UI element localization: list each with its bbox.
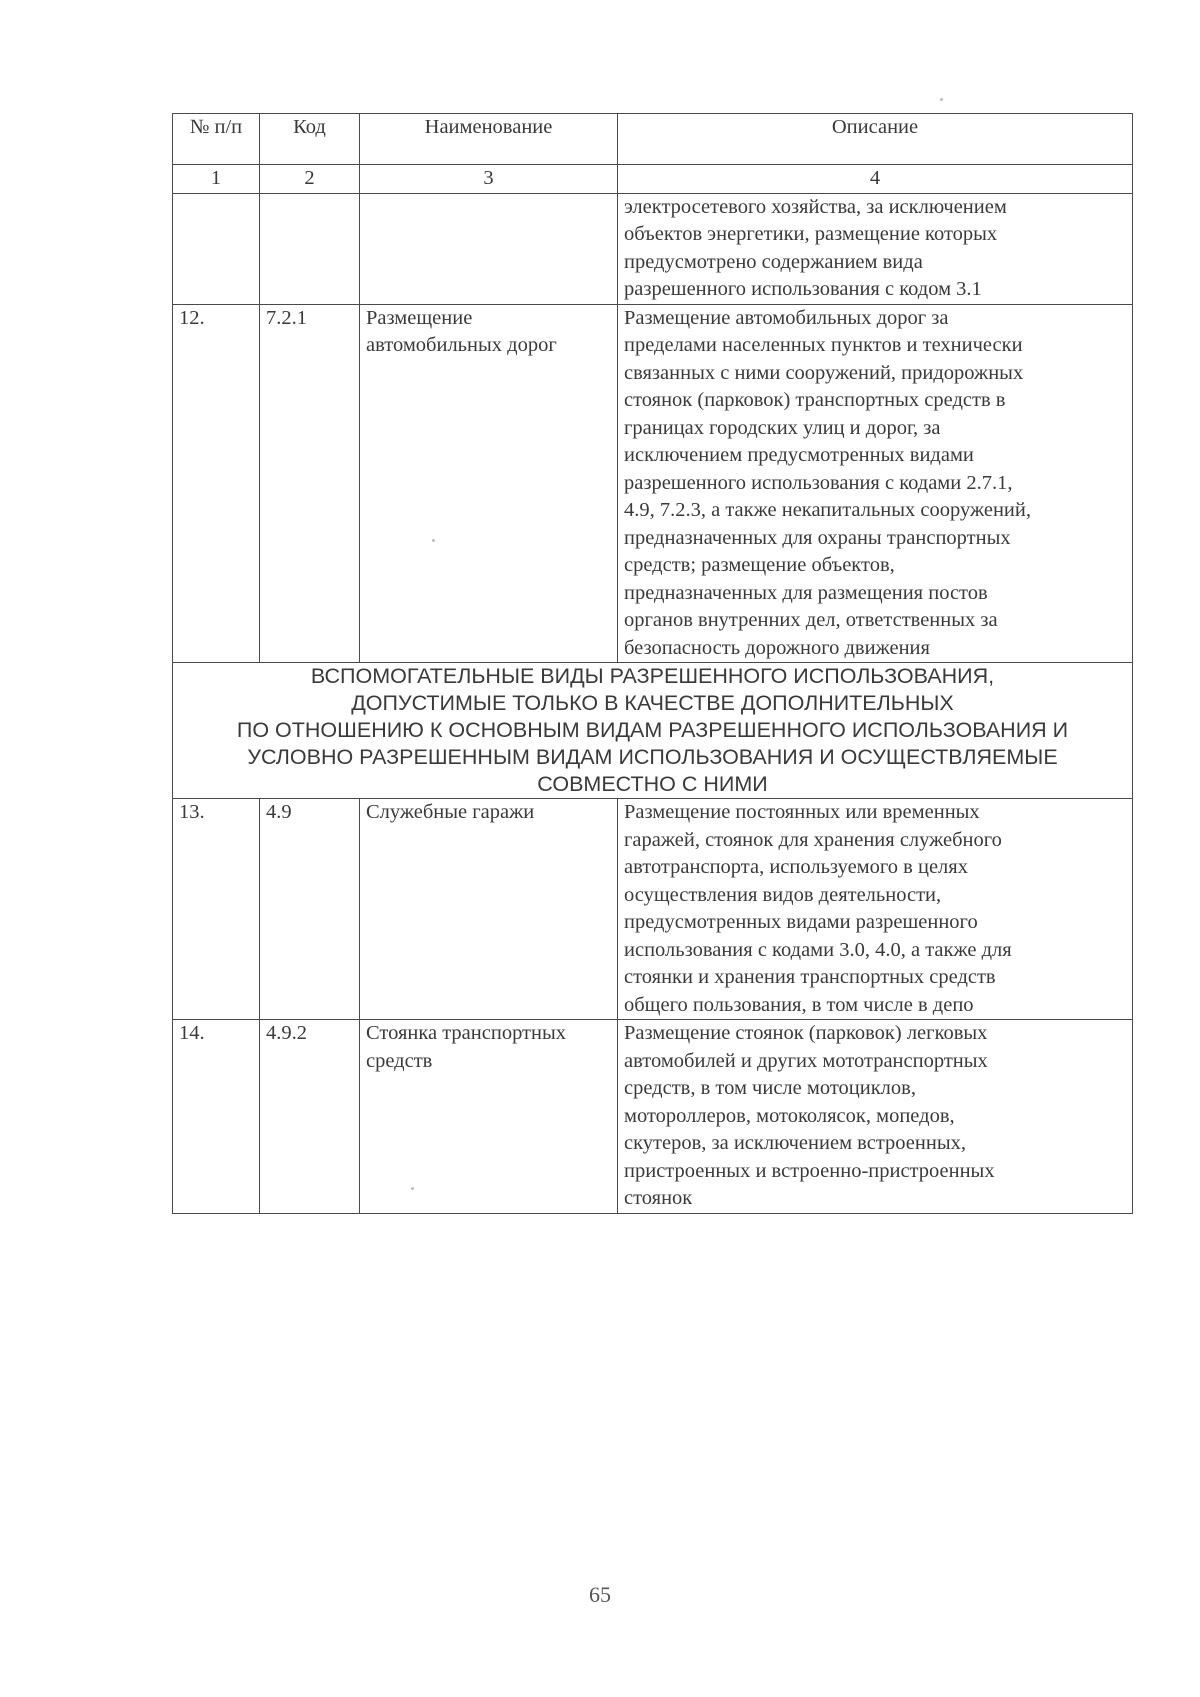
- description-line: осуществления видов деятельности,: [624, 883, 942, 906]
- row-name: [360, 193, 618, 304]
- description-line: средств; размещение объектов,: [624, 554, 895, 576]
- section-heading-line: СОВМЕСТНО С НИМИ: [537, 772, 768, 796]
- section-heading-line: УСЛОВНО РАЗРЕШЕННЫМ ВИДАМ ИСПОЛЬЗОВАНИЯ И ОСУЩЕСТВЛЯЕМЫЕ: [247, 745, 1058, 769]
- column-number: 3: [360, 165, 618, 194]
- column-number: 1: [173, 165, 260, 194]
- description-line: 4.9, 7.2.3, а также некапитальных сооружений,: [624, 499, 1031, 521]
- section-heading-line: ПО ОТНОШЕНИЮ К ОСНОВНЫМ ВИДАМ РАЗРЕШЕННОГО ИСПОЛЬЗОВАНИЯ И: [236, 718, 1069, 742]
- header-description: Описание: [618, 114, 1133, 165]
- column-number: 4: [618, 165, 1133, 194]
- row-num: 12.: [173, 304, 260, 663]
- description-line: Размещение автомобильных дорог за: [624, 306, 949, 329]
- table-row-13: [173, 799, 1133, 1020]
- row-code: 4.9: [260, 799, 360, 1020]
- header-num: № п/п: [173, 114, 260, 165]
- description-line: гаражей, стоянок для хранения служебного: [624, 828, 1002, 851]
- table-row-12: [173, 304, 1133, 663]
- description-line: связанных с ними сооружений, придорожных: [624, 361, 1024, 384]
- description-line: предназначенных для охраны транспортных: [624, 526, 1011, 549]
- scan-speck: [940, 98, 943, 101]
- description-line: разрешенного использования с кодами 2.7.1,: [624, 471, 1013, 494]
- row-code: [260, 193, 360, 304]
- row-name: Размещение автомобильных дорог: [360, 304, 618, 663]
- row-code: 7.2.1: [260, 304, 360, 663]
- column-number: 2: [260, 165, 360, 194]
- row-description: [618, 1020, 1133, 1214]
- section-heading-row: [173, 663, 1133, 799]
- section-heading: [173, 663, 1133, 799]
- description-line: электросетевого хозяйства, за исключением: [624, 195, 1007, 218]
- section-heading-line: ВСПОМОГАТЕЛЬНЫЕ ВИДЫ РАЗРЕШЕННОГО ИСПОЛЬЗОВАНИЯ,: [310, 664, 995, 688]
- description-line: предусмотренных видами разрешенного: [624, 911, 978, 933]
- section-heading-line: ДОПУСТИМЫЕ ТОЛЬКО В КАЧЕСТВЕ ДОПОЛНИТЕЛЬНЫХ: [351, 691, 954, 715]
- header-code: Код: [260, 114, 360, 165]
- row-code: 4.9.2: [260, 1020, 360, 1214]
- row-name: Служебные гаражи: [360, 799, 618, 1020]
- description-line: исключением предусмотренных видами: [624, 444, 974, 466]
- description-line: средств, в том числе мотоциклов,: [624, 1077, 916, 1099]
- description-line: Размещение постоянных или временных: [624, 801, 980, 823]
- description-line: пределами населенных пунктов и технически: [624, 334, 1023, 356]
- description-line: мотороллеров, мотоколясок, мопедов,: [624, 1104, 955, 1127]
- row-num: 14.: [173, 1020, 260, 1214]
- row-num: 13.: [173, 799, 260, 1020]
- description-line: автотранспорта, используемого в целях: [624, 856, 968, 878]
- row-description: [618, 193, 1133, 304]
- description-line: органов внутренних дел, ответственных за: [624, 609, 998, 631]
- description-line: стоянки и хранения транспортных средств: [624, 966, 996, 988]
- row-description: [618, 304, 1133, 663]
- table-row-14: [173, 1020, 1133, 1214]
- description-line: Размещение стоянок (парковок) легковых: [624, 1022, 988, 1044]
- description-line: общего пользования, в том числе в депо: [624, 993, 974, 1016]
- description-line: пристроенных и встроенно-пристроенных: [624, 1159, 995, 1182]
- row-description: [618, 799, 1133, 1020]
- page-number: 65: [589, 1582, 611, 1607]
- description-line: стоянок (парковок) транспортных средств в: [624, 389, 1006, 411]
- scan-speck: [411, 1187, 414, 1190]
- description-line: предназначенных для размещения постов: [624, 581, 988, 604]
- table-row-continuation: [173, 193, 1133, 304]
- table-header-row: [173, 114, 1133, 165]
- description-line: использования с кодами 3.0, 4.0, а также для: [624, 938, 1012, 961]
- row-num: [173, 193, 260, 304]
- header-name: Наименование: [360, 114, 618, 165]
- description-line: объектов энергетики, размещение которых: [624, 223, 998, 245]
- description-line: границах городских улиц и дорог, за: [624, 416, 941, 439]
- description-line: стоянок: [624, 1187, 693, 1209]
- description-line: скутеров, за исключением встроенных,: [624, 1132, 966, 1154]
- land-use-table: [172, 113, 1133, 1214]
- row-name: Стоянка транспортных средств: [360, 1020, 618, 1214]
- column-number-row: [173, 165, 1133, 194]
- description-line: предусмотрено содержанием вида: [624, 250, 923, 273]
- description-line: разрешенного использования с кодом 3.1: [624, 278, 982, 300]
- description-line: безопасность дорожного движения: [624, 636, 930, 659]
- scan-speck: [432, 539, 435, 542]
- description-line: автомобилей и других мототранспортных: [624, 1049, 988, 1072]
